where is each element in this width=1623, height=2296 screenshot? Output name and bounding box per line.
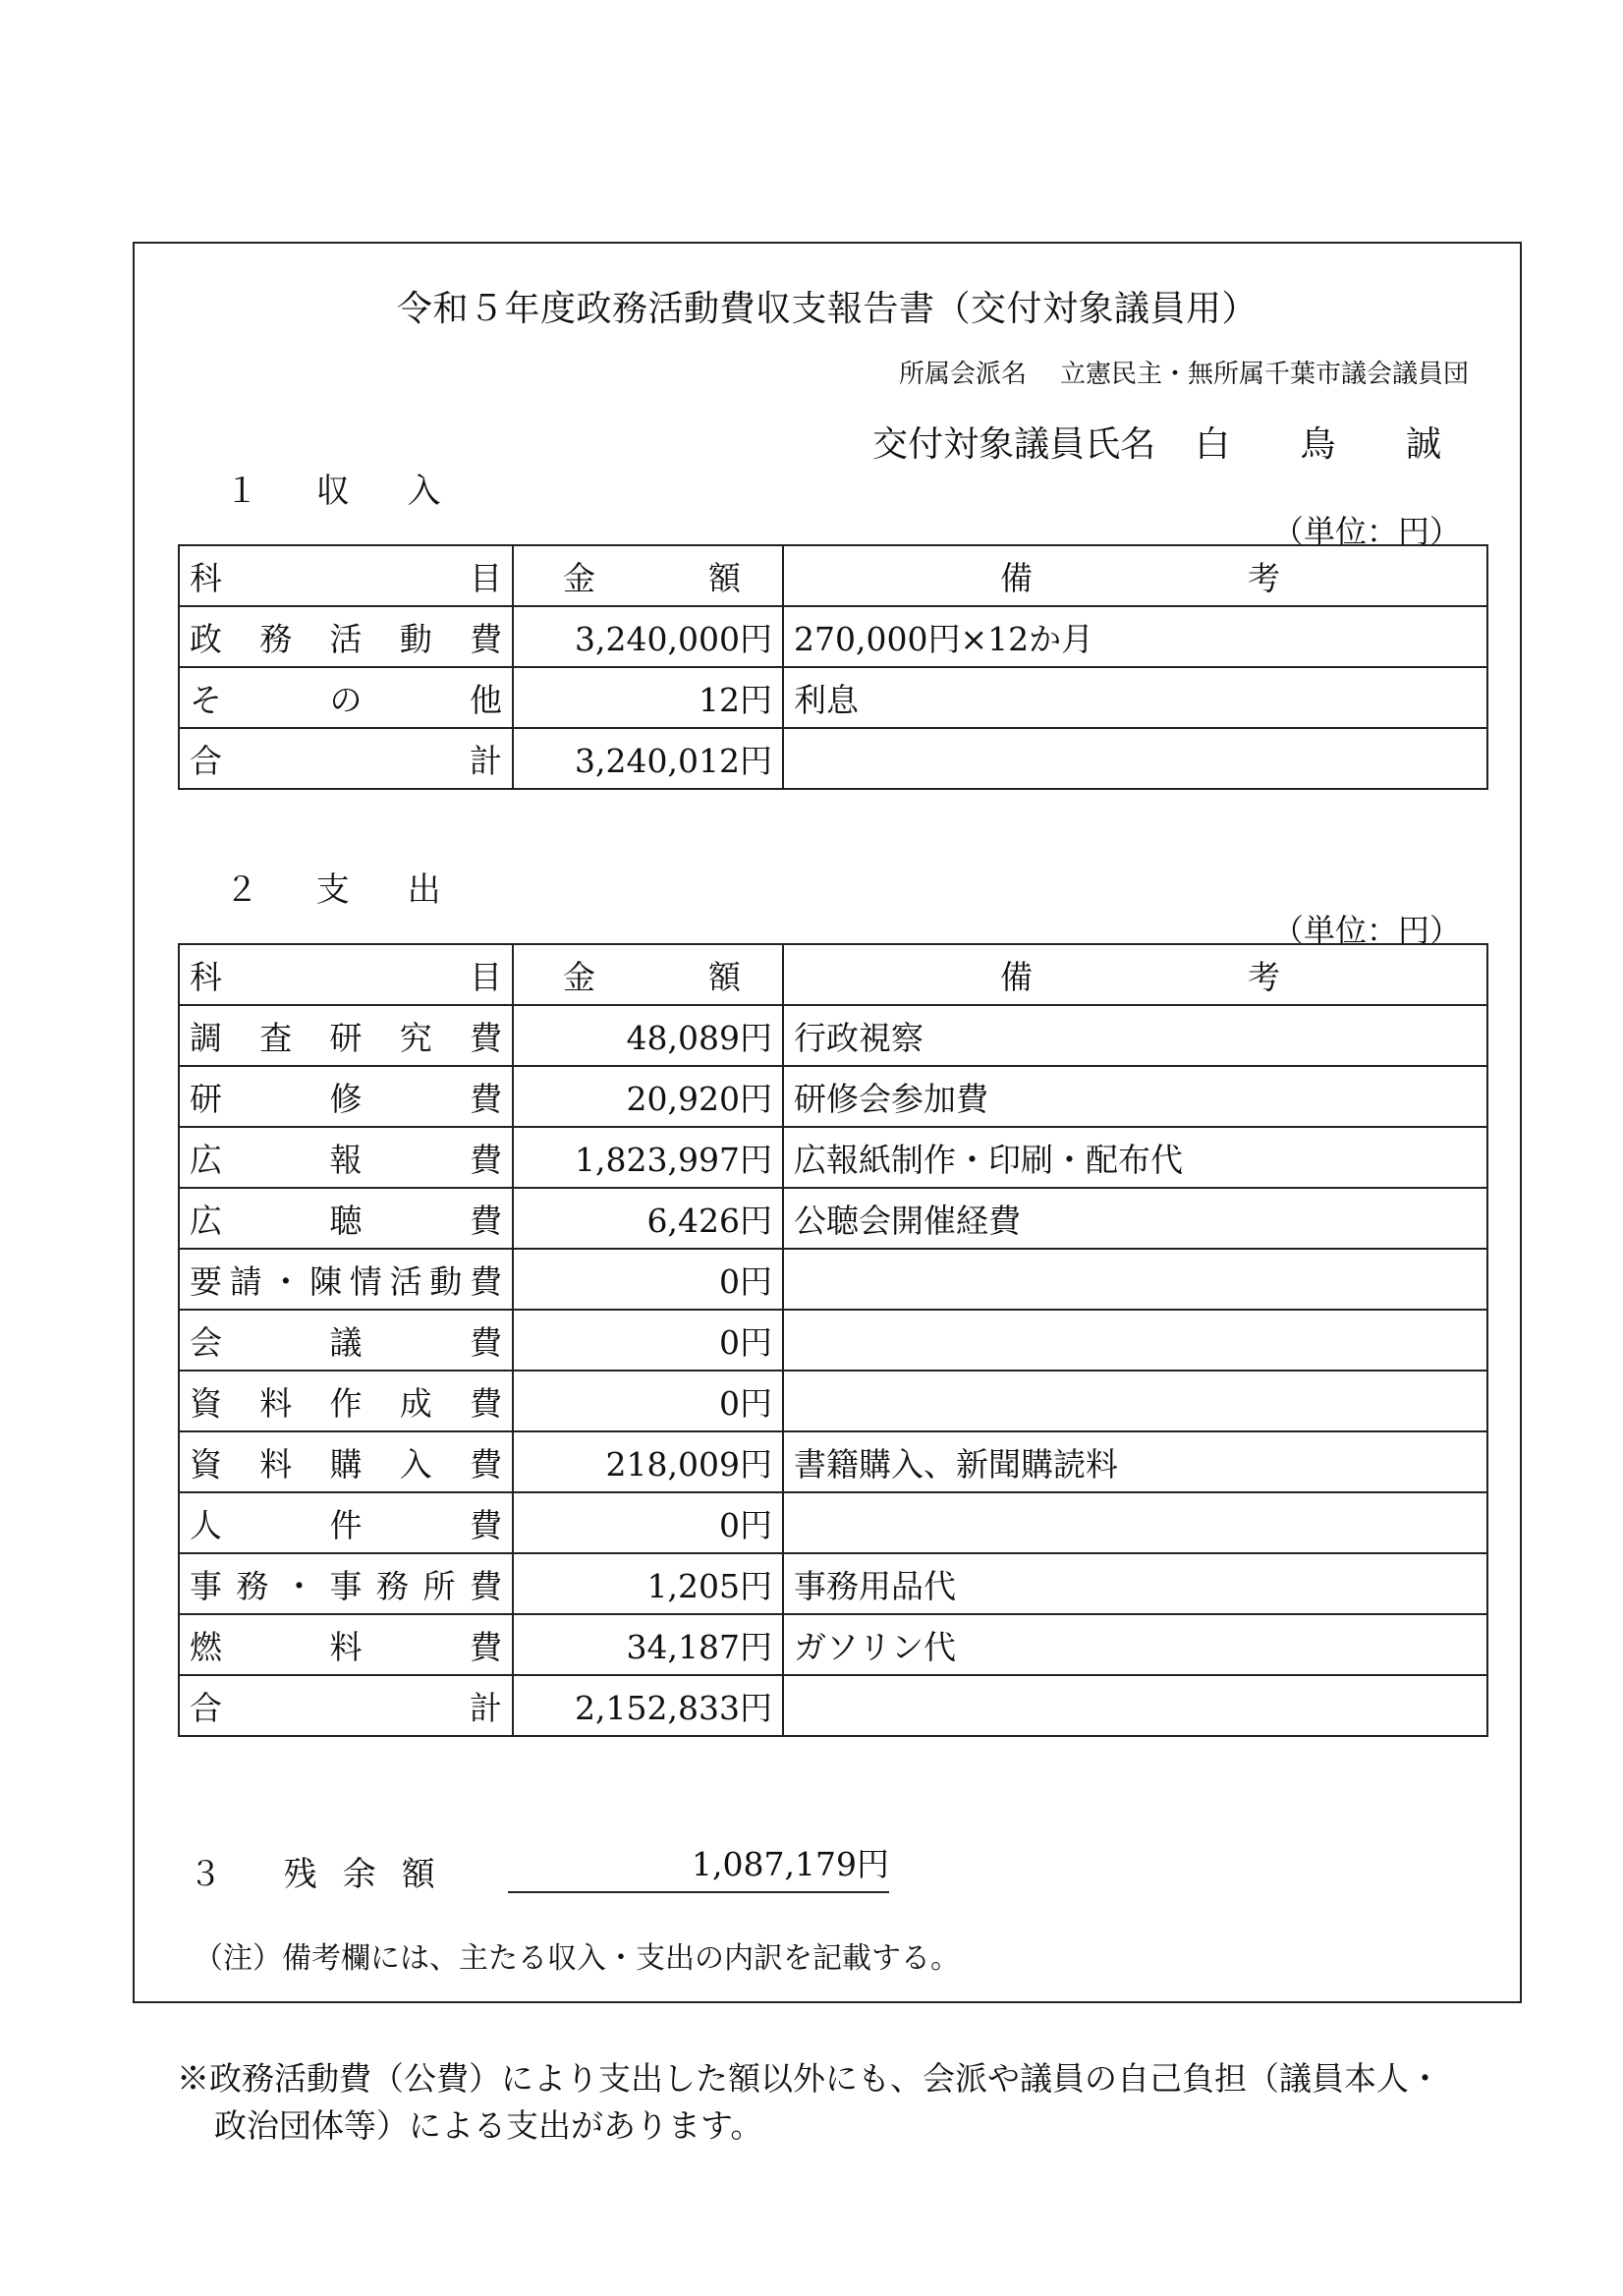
row-item: 広報費	[179, 1127, 513, 1188]
row-item: 合計	[179, 1675, 513, 1736]
giin-name: 白 鳥 誠	[1195, 424, 1471, 465]
row-amount: 0円	[513, 1310, 783, 1371]
table-row	[179, 1371, 1487, 1431]
row-item: 資料購入費	[179, 1431, 513, 1492]
table-row	[179, 667, 1487, 728]
kaiha-label: 所属会派名	[898, 360, 1027, 389]
row-item: 人件費	[179, 1492, 513, 1553]
income-unit: （単位：円）	[1271, 513, 1461, 550]
balance-label-text: ３ 残余額	[189, 1855, 461, 1894]
row-amount: 0円	[513, 1371, 783, 1431]
table-row	[179, 1188, 1487, 1249]
row-amount: 34,187円	[513, 1614, 783, 1675]
row-amount: 12円	[513, 667, 783, 728]
row-item: 調査研究費	[179, 1005, 513, 1066]
table-row	[179, 1127, 1487, 1188]
footer-line-2: 政治団体等）による支出があります。	[214, 2106, 763, 2145]
row-note	[783, 728, 1487, 789]
row-note	[783, 1249, 1487, 1310]
row-note	[783, 1371, 1487, 1431]
income-header-row	[179, 545, 1487, 606]
table-row	[179, 1492, 1487, 1553]
balance-value: 1,087,179円	[508, 1839, 889, 1893]
table-row	[179, 1005, 1487, 1066]
row-item: 要請・陳情活動費	[179, 1249, 513, 1310]
row-amount: 6,426円	[513, 1188, 783, 1249]
giin-label: 交付対象議員氏名	[872, 424, 1156, 465]
row-amount: 48,089円	[513, 1005, 783, 1066]
table-row	[179, 1431, 1487, 1492]
row-note: 広報紙制作・印刷・配布代	[783, 1127, 1487, 1188]
table-row	[179, 1553, 1487, 1614]
row-note: 270,000円×12か月	[783, 606, 1487, 667]
table-row	[179, 1066, 1487, 1127]
row-note: 研修会参加費	[783, 1066, 1487, 1127]
header-note: 備考	[783, 545, 1487, 606]
expense-heading: ２ 支 出	[225, 870, 465, 910]
header-note: 備考	[783, 944, 1487, 1005]
row-amount: 1,823,997円	[513, 1127, 783, 1188]
table-row	[179, 1675, 1487, 1736]
row-note: 公聴会開催経費	[783, 1188, 1487, 1249]
header-amount: 金額	[513, 944, 783, 1005]
expense-table	[178, 943, 1488, 1737]
expense-header-row	[179, 944, 1487, 1005]
row-amount: 218,009円	[513, 1431, 783, 1492]
row-item: その他	[179, 667, 513, 728]
row-amount: 20,920円	[513, 1066, 783, 1127]
row-note: ガソリン代	[783, 1614, 1487, 1675]
kaiha-value: 立憲民主・無所属千葉市議会議員団	[1059, 360, 1469, 389]
table-row	[179, 606, 1487, 667]
row-item: 政務活動費	[179, 606, 513, 667]
row-note	[783, 1310, 1487, 1371]
row-item: 燃料費	[179, 1614, 513, 1675]
row-amount: 3,240,012円	[513, 728, 783, 789]
giin-line	[872, 417, 1471, 467]
row-note: 利息	[783, 667, 1487, 728]
row-item: 合計	[179, 728, 513, 789]
footer-note	[177, 2055, 1483, 2150]
header-item: 科目	[179, 944, 513, 1005]
header-amount: 金額	[513, 545, 783, 606]
table-row	[179, 1310, 1487, 1371]
row-note: 書籍購入、新聞購読料	[783, 1431, 1487, 1492]
page-title: 令和５年度政務活動費収支報告書（交付対象議員用）	[396, 289, 1258, 329]
row-item: 研修費	[179, 1066, 513, 1127]
row-item: 会議費	[179, 1310, 513, 1371]
row-note: 行政視察	[783, 1005, 1487, 1066]
header-item: 科目	[179, 545, 513, 606]
row-amount: 0円	[513, 1249, 783, 1310]
row-amount: 3,240,000円	[513, 606, 783, 667]
footer-line-1: ※政務活動費（公費）により支出した額以外にも、会派や議員の自己負担（議員本人・	[177, 2059, 1441, 2098]
row-amount: 0円	[513, 1492, 783, 1553]
row-note	[783, 1675, 1487, 1736]
row-amount: 2,152,833円	[513, 1675, 783, 1736]
remarks-note: （注）備考欄には、主たる収入・支出の内訳を記載する。	[194, 1941, 960, 1976]
balance-label	[189, 1847, 461, 1895]
row-item: 広聴費	[179, 1188, 513, 1249]
income-table	[178, 544, 1488, 790]
row-note: 事務用品代	[783, 1553, 1487, 1614]
report-frame	[133, 242, 1522, 2003]
table-row	[179, 728, 1487, 789]
table-row	[179, 1249, 1487, 1310]
row-item: 事務・事務所費	[179, 1553, 513, 1614]
income-heading: １ 収 入	[225, 472, 465, 511]
expense-unit: （単位：円）	[1271, 912, 1461, 949]
table-row	[179, 1614, 1487, 1675]
kaiha-line	[899, 354, 1469, 390]
row-note	[783, 1492, 1487, 1553]
row-amount: 1,205円	[513, 1553, 783, 1614]
row-item: 資料作成費	[179, 1371, 513, 1431]
